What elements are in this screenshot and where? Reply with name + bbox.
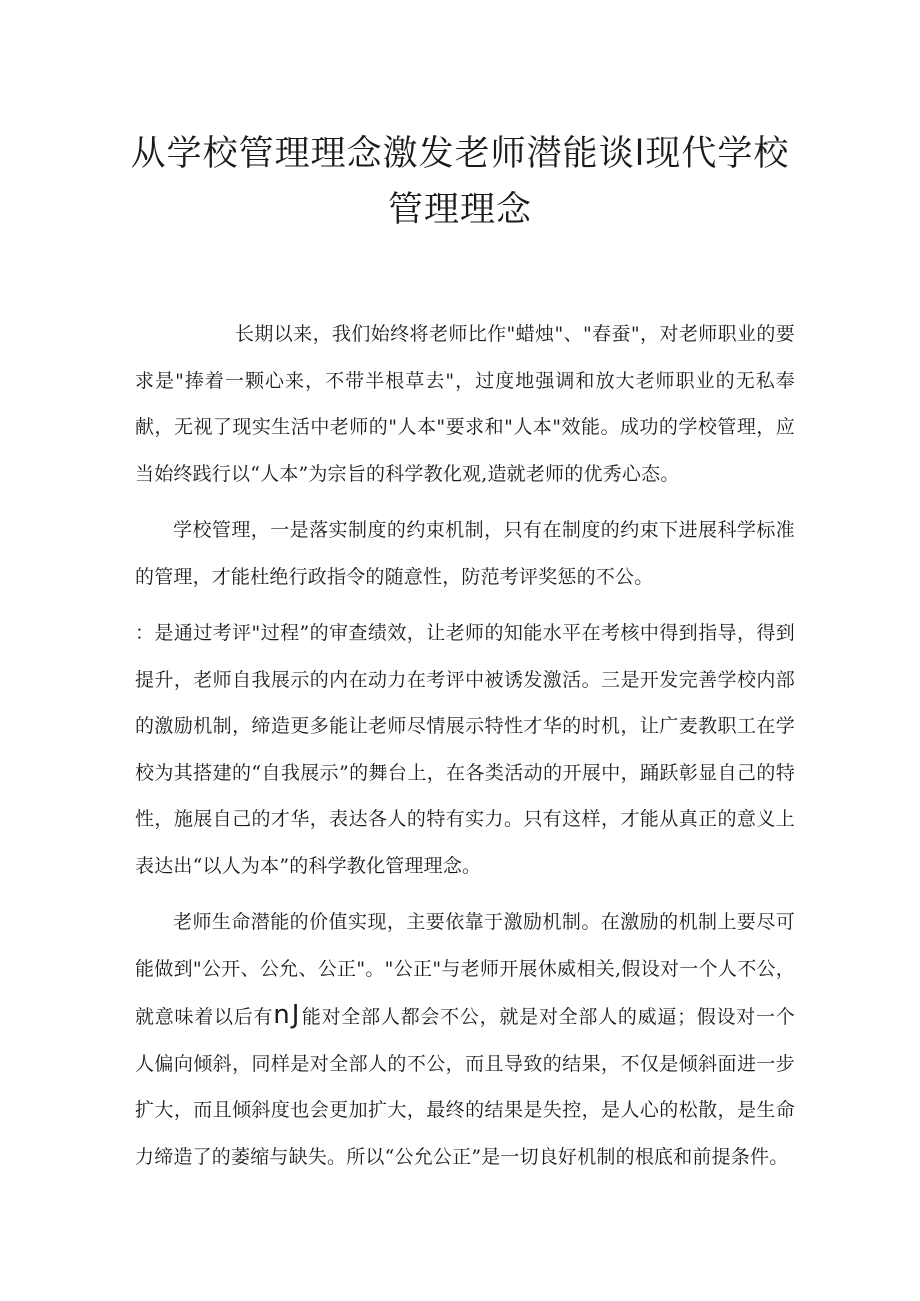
paragraph-4-part-1: 老师生命潜能的价值实现，主要依靠于激励机制。在激励的机制上要尽可能做到"公开、公允、公正"。"公正"与老师开展休威相关,假设对一个人不公，就意味着以后有 bbox=[135, 911, 795, 1028]
paragraph-1: 长期以来，我们始终将老师比作"蜡烛"、"春蚕"，对老师职业的要求是"捧着一颗心来，不带半根草去"，过度地强调和放大老师职业的无私奉献，无视了现实生活中老师的"人本"要求和"人本"效能。成功的学校管理，应当始终践行以“人本”为宗旨的科学教化观,造就老师的优秀心态。 bbox=[135, 323, 795, 485]
document-body bbox=[135, 311, 795, 1190]
title-line-2: 管理理念 bbox=[387, 190, 532, 230]
document-title bbox=[120, 126, 800, 238]
title-line-1: 从学校管理理念激发老师潜能谈l现代学校 bbox=[130, 134, 790, 174]
scan-artifact-glyph: nJ bbox=[273, 1000, 302, 1030]
paragraph-3: ：是通过考评"过程”的审查绩效，让老师的知能水平在考核中得到指导，得到提升，老师自我展示的内在动力在考评中被诱发激活。三是开发完善学校内部的激励机制，缔造更多能让老师尽情展示特性才华的时机，让广麦教职工在学校为其搭建的“自我展示”的舞台上，在各类活动的开展中，踊跃彰显自己的特性，施展自己的才华，表达各人的特有实力。只有这样，才能从真正的意义上表达出“以人为本”的科学教化管理理念。 bbox=[135, 622, 795, 877]
paragraph-2: 学校管理，一是落实制度的约束机制，只有在制度的约束下进展科学标准的管理，才能杜绝行政指令的随意性，防范考评奖惩的不公。 bbox=[135, 519, 795, 588]
paragraph-4-part-2: 能对全部人都会不公，就是对全部人的威逼；假设对一个人偏向倾斜，同样是对全部人的不公，而且导致的结果，不仅是倾斜面进一步扩大，而且倾斜度也会更加扩大，最终的结果是失控，是人心的松散，是生命力缔造了的萎缩与缺失。所以“公允公正”是一切良好机制的根底和前提条件。 bbox=[135, 1006, 795, 1168]
paragraph-4 bbox=[135, 899, 795, 1180]
